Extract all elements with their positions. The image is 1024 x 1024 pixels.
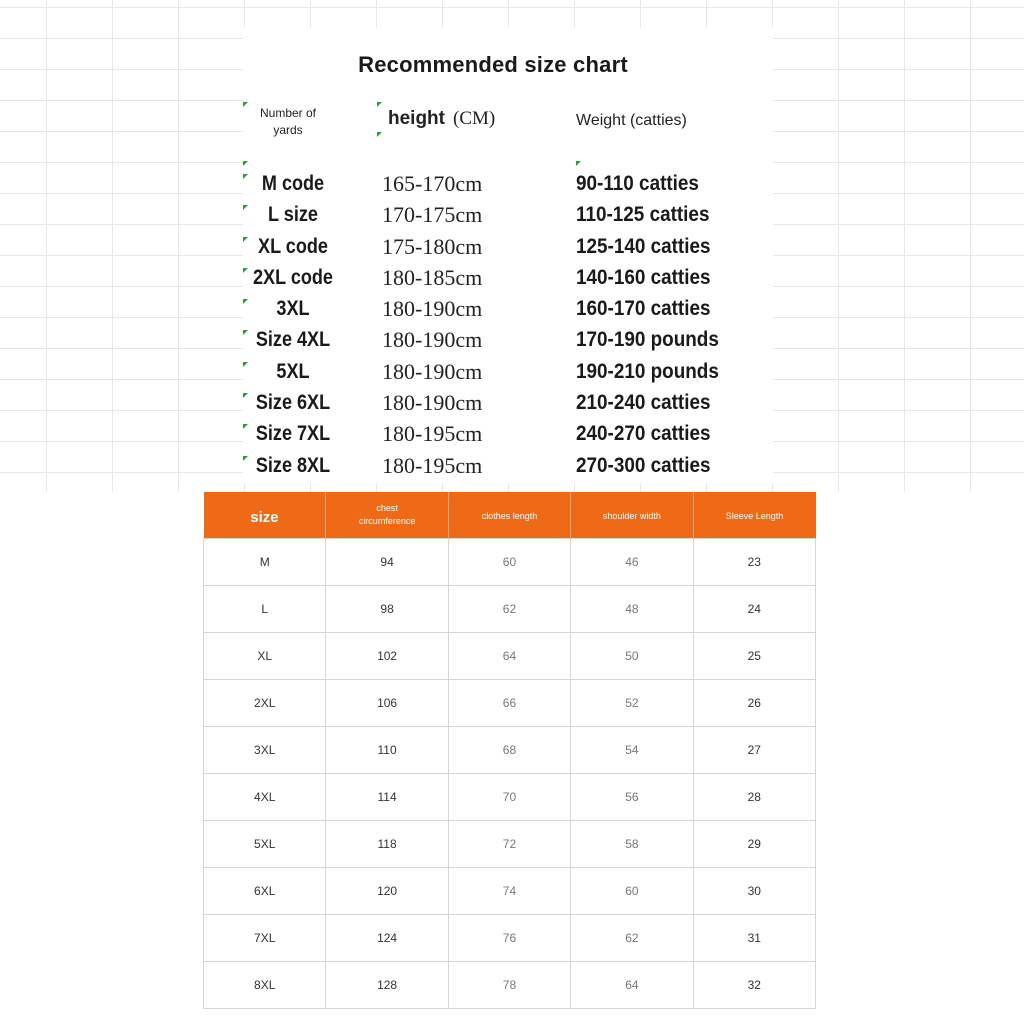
column-header-label: Sleeve Length [725,511,784,521]
cell-marker-icon [243,362,248,367]
recommended-height-cell: 175-180cm [382,233,483,259]
size-cell: XL [204,633,326,680]
measurement-cell: 46 [571,539,693,586]
recommended-height-cell: 165-170cm [382,171,483,196]
measurement-cell: 106 [326,680,448,727]
size-cell: 3XL [204,727,326,774]
recommended-size-cell: Size 6XL [255,391,331,415]
measurement-header-row [204,492,816,539]
recommended-row [243,356,773,387]
measurement-cell: 62 [571,915,693,962]
measurement-cell: 60 [448,539,570,586]
recommended-row [243,418,773,449]
measurement-cell: 32 [693,962,815,1009]
cell-marker-icon [377,132,382,137]
recommended-height-cell: 170-175cm [382,202,483,228]
cell-marker-icon [243,330,248,335]
table-row [204,633,816,680]
measurement-cell: 54 [571,727,693,774]
header-height [388,108,495,130]
measurement-table [203,492,816,1009]
recommended-size-cell: Size 7XL [255,422,331,446]
cell-marker-icon [243,102,248,107]
measurement-cell: 114 [326,774,448,821]
measurement-cell: 64 [448,633,570,680]
measurement-cell: 52 [571,680,693,727]
recommended-weight-cell: 170-190 pounds [576,328,719,352]
recommended-height-cell: 180-190cm [382,358,483,384]
recommended-row [243,231,773,262]
measurement-cell: 24 [693,586,815,633]
measurement-cell: 26 [693,680,815,727]
measurement-cell: 48 [571,586,693,633]
recommended-size-cell: M code [261,172,325,195]
column-header [571,492,693,539]
header-number-of-yards: Number of yards [259,106,317,137]
recommended-row [243,387,773,418]
measurement-cell: 120 [326,868,448,915]
recommended-height-cell: 180-190cm [382,390,483,416]
size-cell: 7XL [204,915,326,962]
recommended-rows [243,168,773,481]
recommended-size-cell: 2XL code [253,265,333,289]
header-height-unit: (CM) [453,108,496,129]
recommended-row [243,168,773,199]
table-row [204,915,816,962]
measurement-cell: 128 [326,962,448,1009]
table-row [204,774,816,821]
recommended-row [243,324,773,355]
measurement-cell: 72 [448,821,570,868]
table-row [204,821,816,868]
cell-marker-icon [243,393,248,398]
cell-marker-icon [576,161,581,166]
measurement-cell: 62 [448,586,570,633]
recommended-height-cell: 180-190cm [382,327,483,353]
measurement-body [204,539,816,1009]
cell-marker-icon [243,205,248,210]
size-cell: 2XL [204,680,326,727]
cell-marker-icon [243,299,248,304]
measurement-cell: 70 [448,774,570,821]
column-header-label: chest circumference [358,502,416,526]
cell-marker-icon [243,456,248,461]
measurement-cell: 27 [693,727,815,774]
table-row [204,962,816,1009]
table-row [204,680,816,727]
recommended-size-cell: 3XL [276,297,310,321]
recommended-size-cell: L size [268,203,318,227]
recommended-height-cell: 180-185cm [382,264,483,290]
column-header [326,492,448,539]
measurement-cell: 50 [571,633,693,680]
recommended-weight-cell: 190-210 pounds [576,359,719,383]
recommended-size-chart [243,28,773,483]
column-header [693,492,815,539]
measurement-cell: 78 [448,962,570,1009]
recommended-height-cell: 180-195cm [382,452,483,478]
recommended-weight-cell: 240-270 catties [576,422,711,446]
recommended-size-cell: XL code [258,234,328,258]
recommended-row [243,450,773,481]
recommended-weight-cell: 210-240 catties [576,391,711,415]
measurement-cell: 23 [693,539,815,586]
size-cell: 6XL [204,868,326,915]
measurement-cell: 58 [571,821,693,868]
measurement-cell: 110 [326,727,448,774]
measurement-cell: 28 [693,774,815,821]
recommended-weight-cell: 270-300 catties [576,453,711,477]
recommended-size-cell: Size 8XL [255,453,331,477]
recommended-size-cell: 5XL [276,359,310,383]
recommended-weight-cell: 110-125 catties [576,203,710,227]
column-header-label: size [250,509,279,526]
measurement-cell: 94 [326,539,448,586]
cell-marker-icon [243,174,248,179]
recommended-weight-cell: 90-110 catties [576,172,699,195]
measurement-cell: 118 [326,821,448,868]
measurement-cell: 30 [693,868,815,915]
measurement-cell: 66 [448,680,570,727]
recommended-height-cell: 180-190cm [382,296,483,322]
size-cell: 4XL [204,774,326,821]
column-header [448,492,570,539]
measurement-cell: 74 [448,868,570,915]
cell-marker-icon [243,268,248,273]
column-header [204,492,326,539]
measurement-cell: 29 [693,821,815,868]
recommended-row [243,293,773,324]
measurement-cell: 64 [571,962,693,1009]
recommended-weight-cell: 125-140 catties [576,234,711,258]
column-header-label: shoulder width [602,511,661,521]
table-row [204,727,816,774]
column-header-label: clothes length [481,511,538,521]
measurement-cell: 102 [326,633,448,680]
recommended-size-cell: Size 4XL [255,328,331,352]
measurement-cell: 68 [448,727,570,774]
recommended-weight-cell: 160-170 catties [576,297,711,321]
size-cell: 5XL [204,821,326,868]
measurement-cell: 124 [326,915,448,962]
cell-marker-icon [377,102,382,107]
size-cell: M [204,539,326,586]
measurement-cell: 56 [571,774,693,821]
recommended-height-cell: 180-195cm [382,421,483,447]
cell-marker-icon [243,424,248,429]
header-height-label: height [388,108,445,129]
measurement-cell: 31 [693,915,815,962]
measurement-cell: 76 [448,915,570,962]
measurement-cell: 60 [571,868,693,915]
recommended-weight-cell: 140-160 catties [576,265,711,289]
cell-marker-icon [243,237,248,242]
table-row [204,539,816,586]
cell-marker-icon [243,161,248,166]
table-row [204,586,816,633]
size-cell: L [204,586,326,633]
recommended-title: Recommended size chart [358,52,628,77]
recommended-row [243,199,773,230]
size-cell: 8XL [204,962,326,1009]
header-weight: Weight (catties) [576,112,687,129]
table-row [204,868,816,915]
recommended-row [243,262,773,293]
measurement-cell: 98 [326,586,448,633]
measurement-cell: 25 [693,633,815,680]
